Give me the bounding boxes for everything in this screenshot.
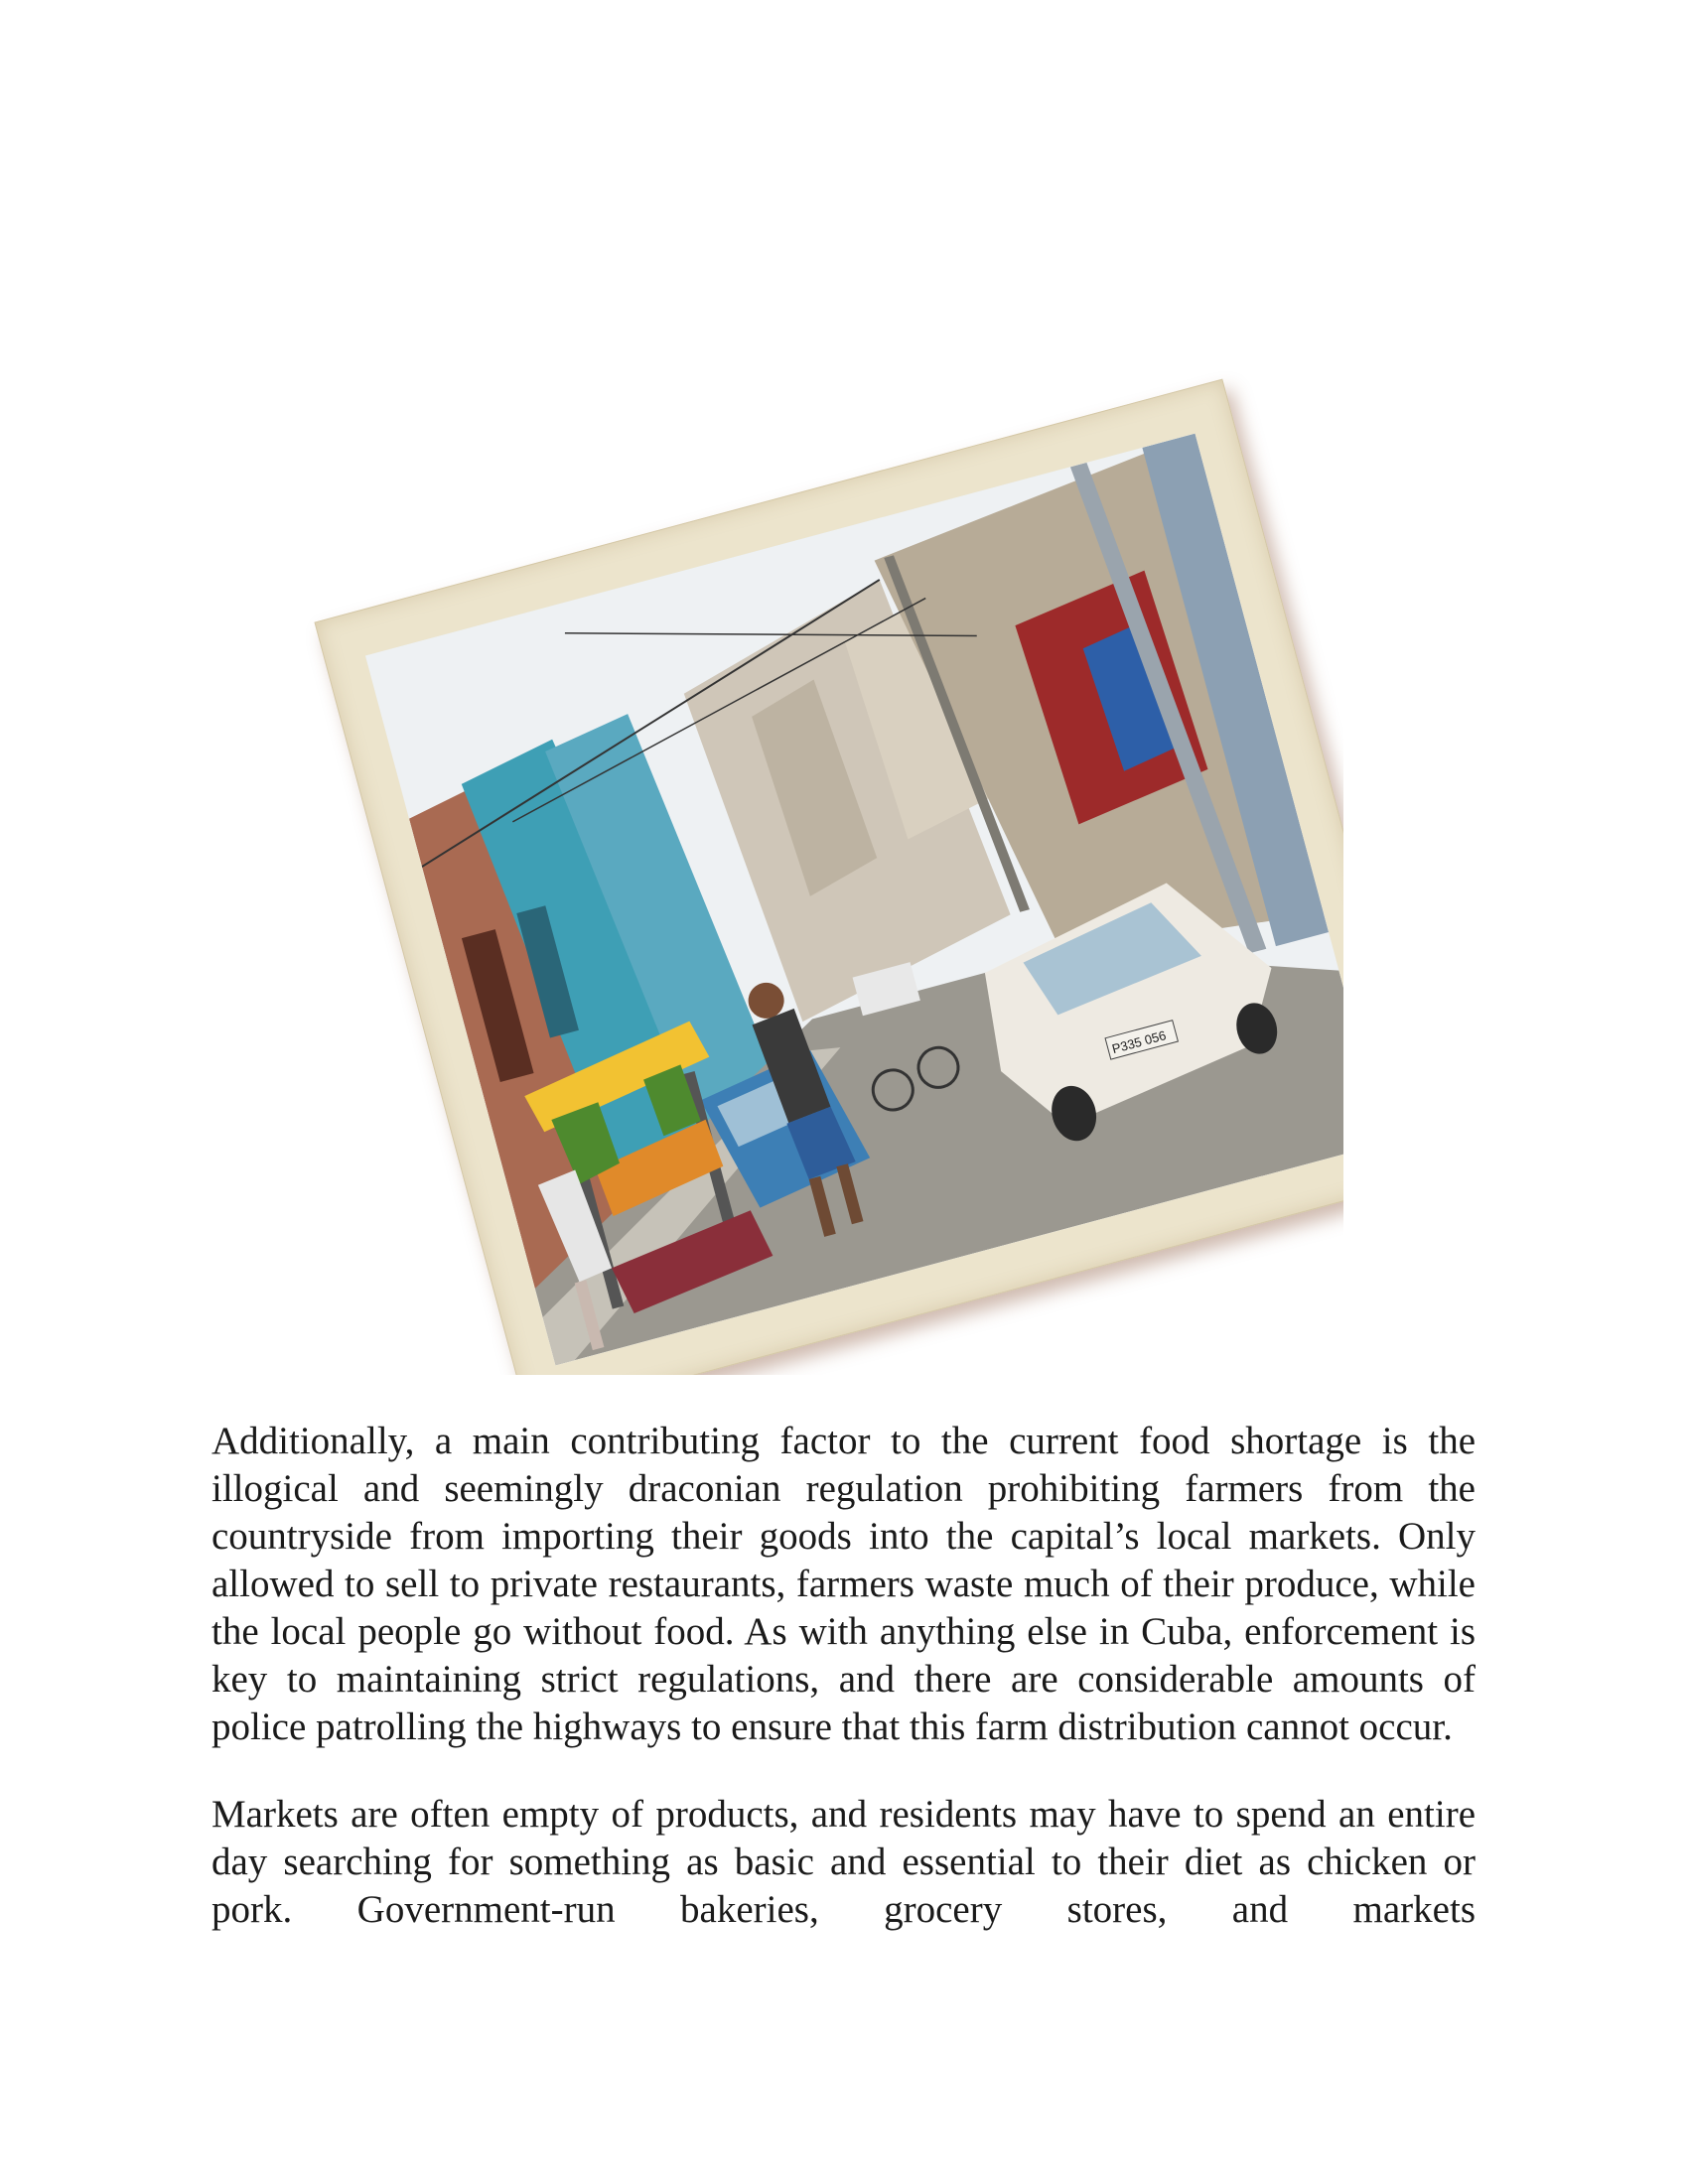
street-photo (365, 434, 1343, 1366)
photo-frame (314, 379, 1343, 1375)
body-text (211, 1418, 1476, 1974)
license-plate: P335 056 (1110, 1027, 1168, 1057)
photo-area (211, 194, 1343, 1375)
paragraph-food-shortage: Additionally, a main contributing factor to the current food shortage is the illogical and seemingly draconian regulation prohibiting farmers from the countryside from importing their goods into the capital’s local markets. Only allowed to sell to private restaurants, farmers waste much of their produce, while the local people go without food. As with anything else in Cuba, enforcement is key to maintaining strict regulations, and there are considerable amounts of police patrolling the highways to ensure that this farm distribution cannot occur. (211, 1420, 1476, 1748)
paragraph-markets: Markets are often empty of products, and residents may have to spend an entire day searching for something as basic and essential to their diet as chicken or pork. Government-run bakeries, grocery stores, and markets (211, 1793, 1476, 1931)
